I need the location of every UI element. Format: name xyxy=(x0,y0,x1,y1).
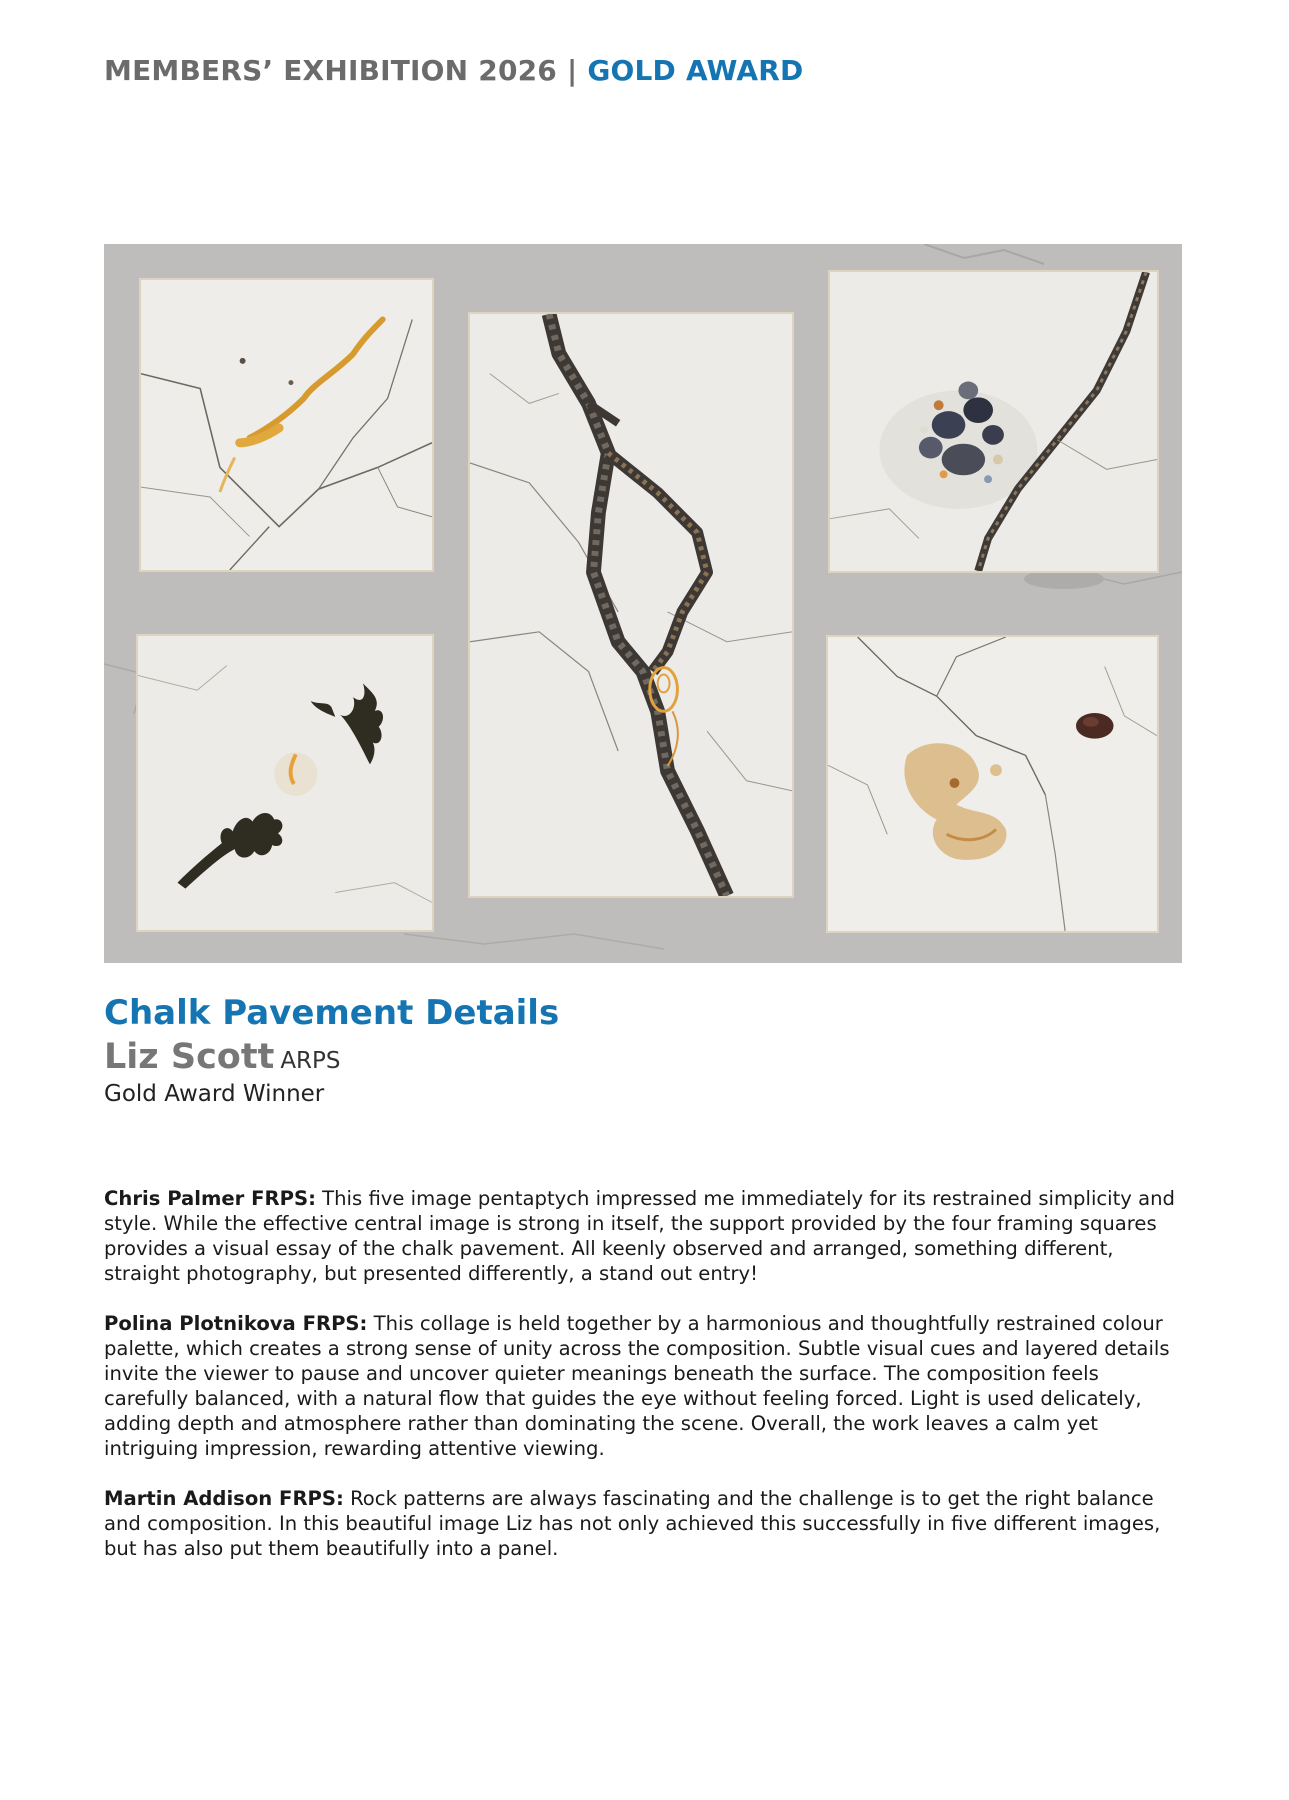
pebble-cluster-image xyxy=(830,272,1157,571)
photo-tile-central-crack xyxy=(468,312,794,898)
judge-name: Chris Palmer FRPS: xyxy=(104,1187,316,1210)
judge-comment xyxy=(104,1486,1189,1561)
judge-comment-text: This five image pentaptych impressed me immediately for its restrained simplicity and style. While the effective central image is strong in itself, the support provided by the four framing squares provides a visual essay of the chalk pavement. All keenly observed and arranged, something different, straight photography, but presented differently, a stand out entry! xyxy=(104,1187,1175,1285)
award-label: Gold Award Winner xyxy=(104,1081,325,1107)
photo-tile-orange-stain xyxy=(139,278,434,572)
judge-comment-text: Rock patterns are always fascinating and the challenge is to get the right balance and composition. In this beautiful image Liz has not only achieved this successfully in five different images, but has also put them beautifully into a panel. xyxy=(104,1487,1161,1560)
artist-line xyxy=(104,1037,341,1077)
exhibition-header xyxy=(104,54,803,87)
judge-name: Polina Plotnikova FRPS: xyxy=(104,1312,368,1335)
judge-comment xyxy=(104,1186,1189,1286)
judge-comment xyxy=(104,1311,1189,1461)
ochre-stain-image xyxy=(828,637,1157,931)
central-crack-image xyxy=(470,314,792,896)
artist-name: Liz Scott xyxy=(104,1037,275,1077)
artist-honours: ARPS xyxy=(280,1048,341,1074)
photo-tile-pebble-cluster xyxy=(828,270,1159,573)
judge-comment-text: This collage is held together by a harmonious and thoughtfully restrained colour palette, which creates a strong sense of unity across the composition. Subtle visual cues and layered details invite the viewer to pause and uncover quieter meanings beneath the surface. The composition feels carefully balanced, with a natural flow that guides the eye without feeling forced. Light is used delicately, adding depth and atmosphere rather than dominating the scene. Overall, the work leaves a calm yet intriguing impression, rewarding attentive viewing. xyxy=(104,1312,1170,1460)
photo-tile-seaweed xyxy=(136,634,434,932)
pentaptych-panel xyxy=(104,244,1182,963)
judges-comments xyxy=(104,1186,1189,1586)
orange-stain-image xyxy=(141,280,432,570)
artwork-title: Chalk Pavement Details xyxy=(104,993,560,1033)
exhibition-name: MEMBERS’ EXHIBITION 2026 | xyxy=(104,54,578,87)
award-heading: GOLD AWARD xyxy=(587,54,804,87)
photo-tile-ochre-stain xyxy=(826,635,1159,933)
seaweed-image xyxy=(138,636,432,930)
judge-name: Martin Addison FRPS: xyxy=(104,1487,344,1510)
